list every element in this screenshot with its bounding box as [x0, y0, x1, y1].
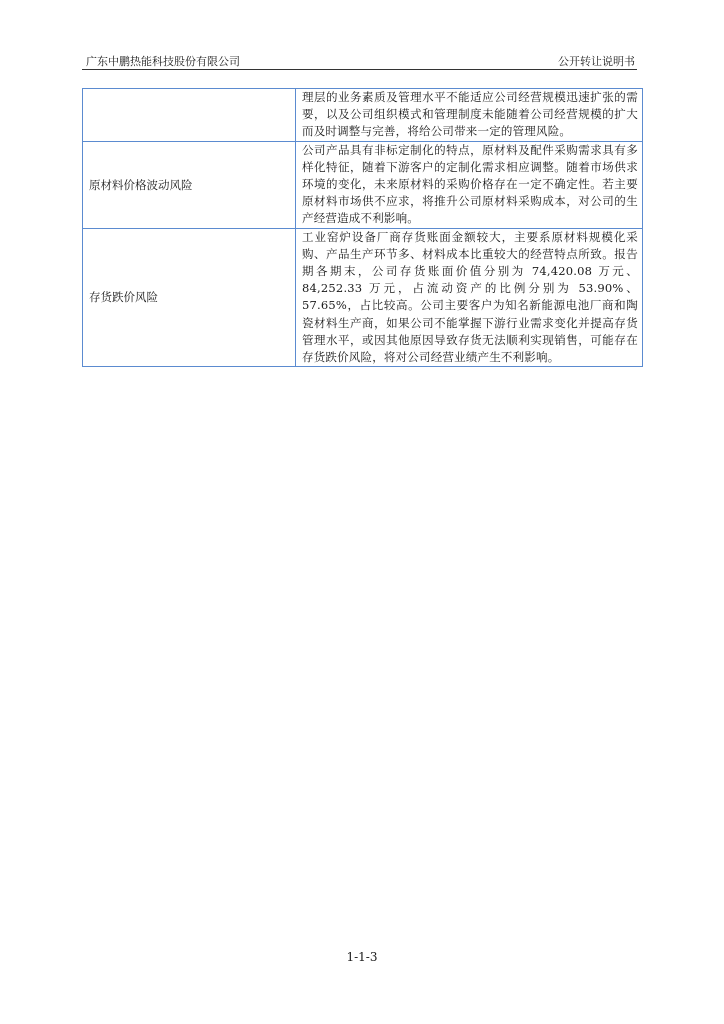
risk-table	[82, 88, 643, 367]
table-row	[83, 228, 643, 367]
risk-name-cell: 存货跌价风险	[83, 228, 296, 367]
risk-description-cell: 理层的业务素质及管理水平不能适应公司经营规模迅速扩张的需要，以及公司组织模式和管理制度未能随着公司经营规模的扩大而及时调整与完善，将给公司带来一定的管理风险。	[296, 89, 643, 142]
company-name: 广东中鹏热能科技股份有限公司	[86, 55, 240, 68]
table-row	[83, 141, 643, 228]
risk-description-cell: 工业窑炉设备厂商存货账面金额较大，主要系原材料规模化采购、产品生产环节多、材料成本比重较大的经营特点所致。报告期各期末，公司存货账面价值分别为 74,420.08 万元、84,252.33 万元，占流动资产的比例分别为 53.90%、57.65%，占比较高。公司主要客户为知名新能源电池厂商和陶瓷材料生产商，如果公司不能掌握下游行业需求变化并提高存货管理水平，或因其他原因导致存货无法顺利实现销售，可能存在存货跌价风险，将对公司经营业绩产生不利影响。	[296, 228, 643, 367]
risk-name-cell: 原材料价格波动风险	[83, 141, 296, 228]
page-number: 1-1-3	[346, 950, 378, 964]
table-row	[83, 89, 643, 142]
document-type: 公开转让说明书	[558, 55, 635, 68]
page-header	[82, 49, 637, 70]
risk-name-cell	[83, 89, 296, 142]
risk-description-cell: 公司产品具有非标定制化的特点，原材料及配件采购需求具有多样化特征，随着下游客户的定制化需求相应调整。随着市场供求环境的变化，未来原材料的采购价格存在一定不确定性。若主要原材料市场供不应求，将推升公司原材料采购成本，对公司的生产经营造成不利影响。	[296, 141, 643, 228]
